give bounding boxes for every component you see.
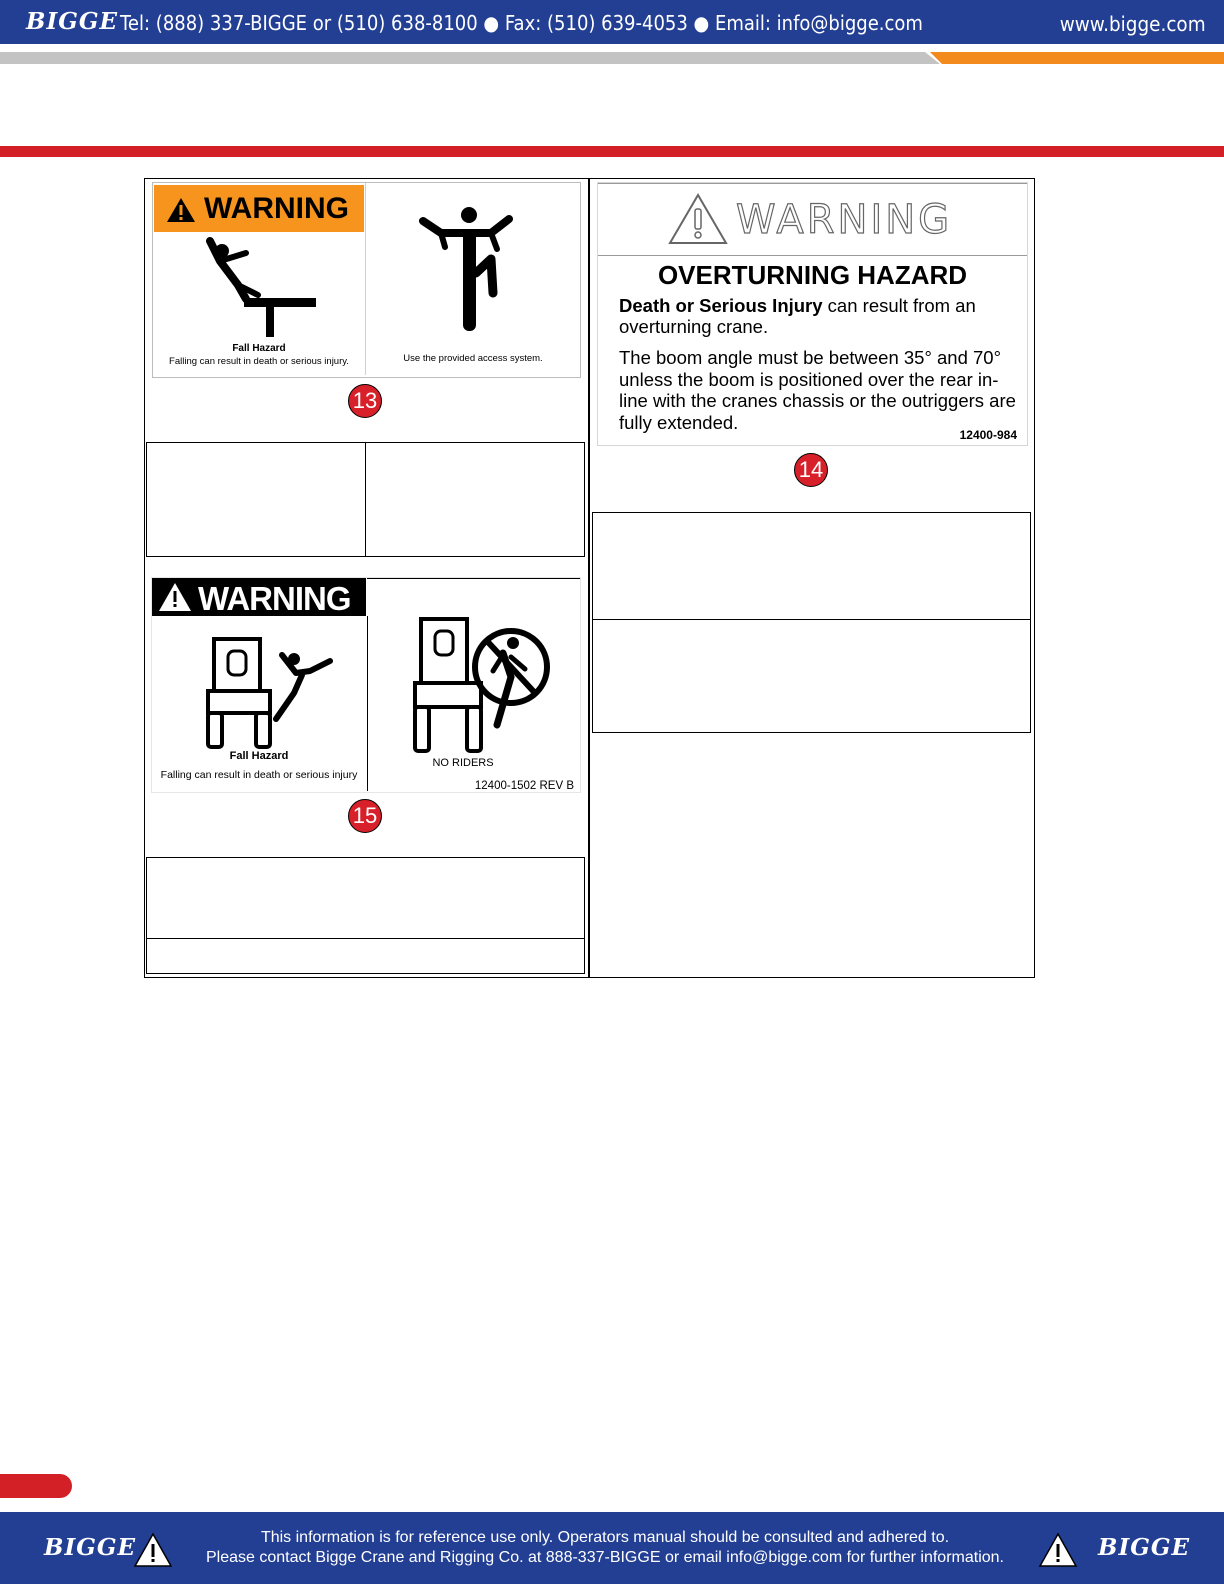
decal-inner-divider xyxy=(367,616,368,791)
table-column-divider xyxy=(588,178,590,978)
no-riders-label: NO RIDERS xyxy=(432,757,494,769)
warning-label: WARNING xyxy=(736,197,953,243)
orange-accent-bar xyxy=(930,52,1224,64)
warning-header xyxy=(152,578,366,616)
fall-hazard-text: Falling can result in death or serious injury xyxy=(160,769,358,781)
warning-triangle-icon xyxy=(158,582,192,612)
contact-info: Tel: (888) 337-BIGGE or (510) 638-8100 ● Fax: (510) 639-4053 ● Email: info@bigge.com xyxy=(120,11,923,35)
red-divider-bar xyxy=(0,146,1224,157)
statement-emphasis: Death or Serious Injury xyxy=(619,295,823,316)
decal-14-info-box xyxy=(592,512,1031,733)
decal-15-image xyxy=(151,577,581,793)
footer-bar xyxy=(0,1512,1224,1584)
decal-header-rule xyxy=(598,255,1027,256)
website-link[interactable]: www.bigge.com xyxy=(1060,12,1206,36)
callout-badge-15: 15 xyxy=(348,799,382,833)
decal-14-statement xyxy=(619,295,1019,337)
disclaimer-line-1: This information is for reference use only. Operators manual should be consulted and adhered to. xyxy=(260,1529,950,1546)
warning-triangle-icon xyxy=(668,193,728,245)
decal-top-rule xyxy=(367,578,580,579)
fall-hazard-pictogram xyxy=(154,233,364,343)
grey-accent-bar xyxy=(0,52,940,64)
bigge-logo: BIGGE xyxy=(26,8,119,35)
info-box-divider xyxy=(147,938,584,939)
decal-15-info-box xyxy=(146,857,585,974)
warning-label: WARNING xyxy=(204,192,349,225)
warning-triangle-icon xyxy=(166,197,196,223)
vehicle-fall-pictogram xyxy=(202,633,352,753)
decal-13-image xyxy=(152,182,581,378)
fall-hazard-text: Falling can result in death or serious injury. xyxy=(169,356,349,367)
disclaimer-line-2: Please contact Bigge Crane and Rigging Co. at 888-337-BIGGE or email info@bigge.com for further information. xyxy=(206,1549,1004,1566)
callout-badge-13: 13 xyxy=(348,384,382,418)
decal-inner-divider xyxy=(365,183,366,375)
page-tab xyxy=(0,1474,72,1498)
warning-label: WARNING xyxy=(198,580,351,617)
fall-hazard-title: Fall Hazard xyxy=(229,750,289,762)
info-box-divider xyxy=(365,443,366,556)
use-access-system-pictogram xyxy=(373,203,573,353)
fall-hazard-title: Fall Hazard xyxy=(232,343,286,354)
decal-top-rule xyxy=(598,183,1027,184)
access-system-text: Use the provided access system. xyxy=(403,353,543,364)
statement-rest: can result from an overturning crane. xyxy=(619,295,976,337)
warning-triangle-icon xyxy=(133,1532,173,1568)
warning-triangle-icon xyxy=(1038,1532,1078,1568)
info-box-divider xyxy=(593,619,1030,620)
decal-14-part-number: 12400-984 xyxy=(959,428,1017,442)
decal-15-part-number: 12400-1502 REV B xyxy=(474,780,574,792)
footer-disclaimer xyxy=(200,1528,1010,1568)
no-riders-pictogram xyxy=(407,613,567,758)
warning-header xyxy=(154,185,364,232)
bigge-logo: BIGGE xyxy=(44,1534,137,1561)
decal-14-body: The boom angle must be between 35° and 70° unless the boom is positioned over the rear in-line with the cranes chassis or the outriggers are fully extended. xyxy=(619,347,1016,433)
decal-14-image xyxy=(597,182,1028,446)
header-bar xyxy=(0,0,1224,44)
bigge-logo: BIGGE xyxy=(1098,1534,1191,1561)
overturning-hazard-title: OVERTURNING HAZARD xyxy=(657,260,968,290)
callout-badge-14: 14 xyxy=(794,453,828,487)
